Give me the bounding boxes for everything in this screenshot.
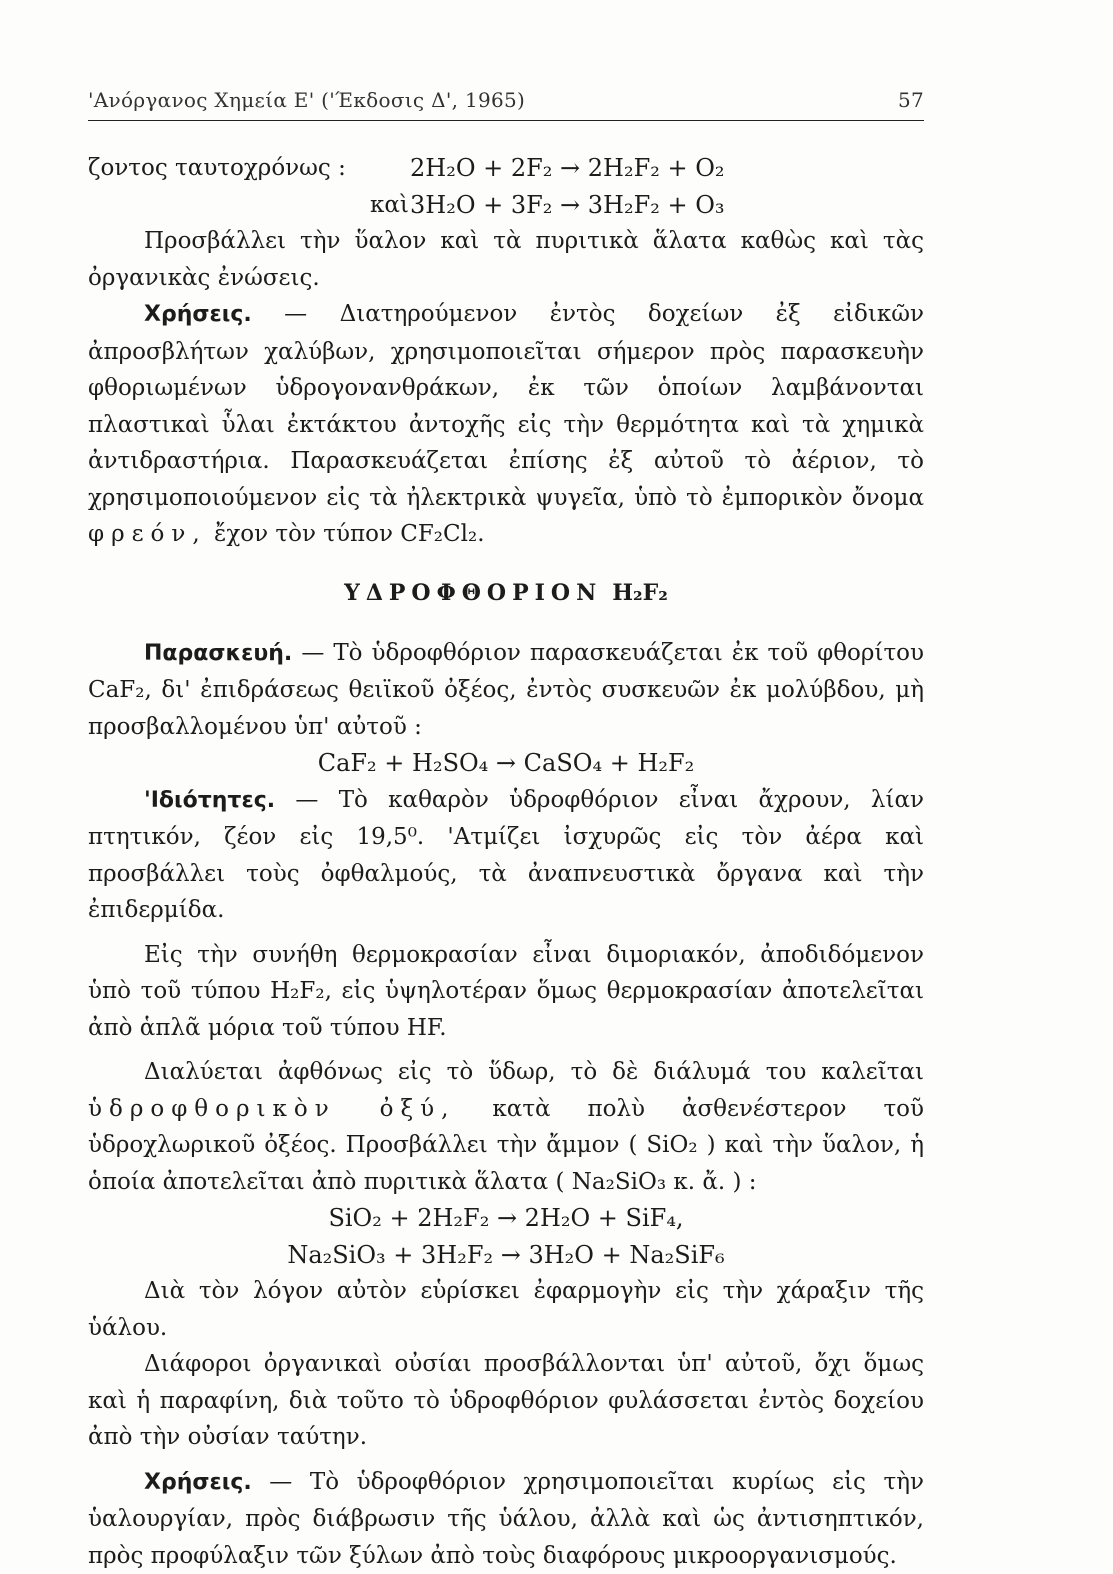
- equation: 2H₂O + 2F₂ → 2H₂F₂ + O₂: [410, 150, 725, 187]
- section-title-formula: H₂F₂: [612, 580, 668, 606]
- paragraph: Εἰς τὴν συνήθη θερμοκρασίαν εἶναι διμοριακόν, ἀποδιδόμενον ὑπὸ τοῦ τύπου H₂F₂, εἰς ὑψηλοτέραν ὅμως θερμοκρασίαν ἀποτελεῖται ἀπὸ ἁπλᾶ μόρια τοῦ τύπου HF.: [88, 937, 924, 1047]
- paragraph: Διάφοροι ὀργανικαὶ οὐσίαι προσβάλλονται ὑπ' αὐτοῦ, ὄχι ὅμως καὶ ἡ παραφίνη, διὰ τοῦτο τὸ ὑδροφθόριον φυλάσσεται ἐντὸς δοχείου ἀπὸ τὴν οὐσίαν ταύτην.: [88, 1346, 924, 1456]
- section-title: [88, 569, 924, 617]
- paragraph: Προσβάλλει τὴν ὕαλον καὶ τὰ πυριτικὰ ἅλατα καθὼς καὶ τὰς ὀργανικὰς ἐνώσεις.: [88, 223, 924, 296]
- equation-row: [88, 187, 924, 224]
- paragraph: [88, 1054, 924, 1200]
- paragraph-text: κατὰ πολὺ ἀσθενέστερον τοῦ ὑδροχλωρικοῦ ὀξέος. Προσβάλλει τὴν ἄμμον ( SiO₂ ) καὶ τὴν ὕαλον, ἡ ὁποία ἀποτελεῖται ἀπὸ πυριτικὰ ἅλατα ( Na₂SiO₃ κ. ἄ. ) :: [88, 1096, 924, 1195]
- term: ὑδροφθορικὸν ὀξύ,: [88, 1096, 455, 1122]
- section-heading: Χρήσεις.: [144, 1470, 252, 1495]
- section-title-text: ΥΔΡΟΦΘΟΡΙΟΝ: [344, 580, 602, 606]
- header-book-title: 'Ανόργανος Χημεία Ε' ('Έκδοσις Δ', 1965): [88, 88, 525, 112]
- page-body: [88, 150, 924, 1574]
- paragraph-preparation: [88, 635, 924, 746]
- equation: Na₂SiO₃ + 3H₂F₂ → 3H₂O + Na₂SiF₆: [88, 1237, 924, 1274]
- equation: SiO₂ + 2H₂F₂ → 2H₂O + SiF₄,: [88, 1200, 924, 1237]
- paragraph: Διὰ τὸν λόγον αὐτὸν εὑρίσκει ἐφαρμογὴν εἰς τὴν χάραξιν τῆς ὑάλου.: [88, 1273, 924, 1346]
- paragraph-text: Διαλύεται ἀφθόνως εἰς τὸ ὕδωρ, τὸ δὲ διάλυμά του καλεῖται: [144, 1059, 924, 1085]
- paragraph-text: — Διατηρούμενον ἐντὸς δοχείων ἐξ εἰδικῶν ἀπροσβλήτων χαλύβων, χρησιμοποιεῖται σήμερον πρὸς παρασκευὴν φθοριωμένων ὑδρογονανθράκων, ἐκ τῶν ὁποίων λαμβάνονται πλαστικαὶ ὗλαι ἐκτάκτου ἀντοχῆς εἰς τὴν θερμότητα καὶ τὰ χημικὰ ἀντιδραστήρια. Παρασκευάζεται ἐπίσης ἐξ αὐτοῦ τὸ ἀέριον, τὸ χρησιμοποιούμενον εἰς τὰ ἠλεκτρικὰ ψυγεῖα, ὑπὸ τὸ ἐμπορικὸν ὄνομα: [88, 301, 924, 511]
- paragraph-text: ἔχον τὸν τύπον CF₂Cl₂.: [214, 521, 485, 547]
- running-header: [88, 86, 924, 121]
- section-heading: 'Ιδιότητες.: [144, 788, 275, 813]
- paragraph-text: — Τὸ ὑδροφθόριον χρησιμοποιεῖται κυρίως εἰς τὴν ὑαλουργίαν, πρὸς διάβρωσιν τῆς ὑάλου, ἀλλὰ καὶ ὡς ἀντισηπτικόν, πρὸς προφύλαξιν τῶν ξύλων ἀπὸ τοὺς διαφόρους μικροοργανισμούς.: [88, 1469, 924, 1569]
- equation-row: [88, 150, 924, 187]
- trade-name: φρεόν,: [88, 521, 207, 547]
- paragraph-uses: [88, 1464, 924, 1574]
- continuation-text: ζοντος ταυτοχρόνως :: [88, 150, 346, 187]
- paragraph-uses: [88, 296, 924, 553]
- page-number: 57: [898, 88, 924, 112]
- equation: CaF₂ + H₂SO₄ → CaSO₄ + H₂F₂: [88, 745, 924, 782]
- section-heading: Χρήσεις.: [144, 302, 252, 327]
- equation: 3H₂O + 3F₂ → 3H₂F₂ + O₃: [410, 187, 725, 224]
- section-heading: Παρασκευή.: [144, 641, 292, 666]
- paragraph-properties: [88, 782, 924, 929]
- paragraph-text: — Τὸ καθαρὸν ὑδροφθόριον εἶναι ἄχρουν, λίαν πτητικόν, ζέον εἰς 19,5⁰. 'Ατμίζει ἰσχυρῶς εἰς τὸν ἀέρα καὶ προσβάλλει τοὺς ὀφθαλμούς, τὰ ἀναπνευστικὰ ὄργανα καὶ τὴν ἐπιδερμίδα.: [88, 787, 924, 924]
- paragraph-text: — Τὸ ὑδροφθόριον παρασκευάζεται ἐκ τοῦ φθορίτου CaF₂, δι' ἐπιδράσεως θειϊκοῦ ὀξέος, ἐντὸς συσκευῶν ἐκ μολύβδου, μὴ προσβαλλομένου ὑπ' αὐτοῦ :: [88, 640, 924, 740]
- conjunction: καὶ: [370, 187, 409, 224]
